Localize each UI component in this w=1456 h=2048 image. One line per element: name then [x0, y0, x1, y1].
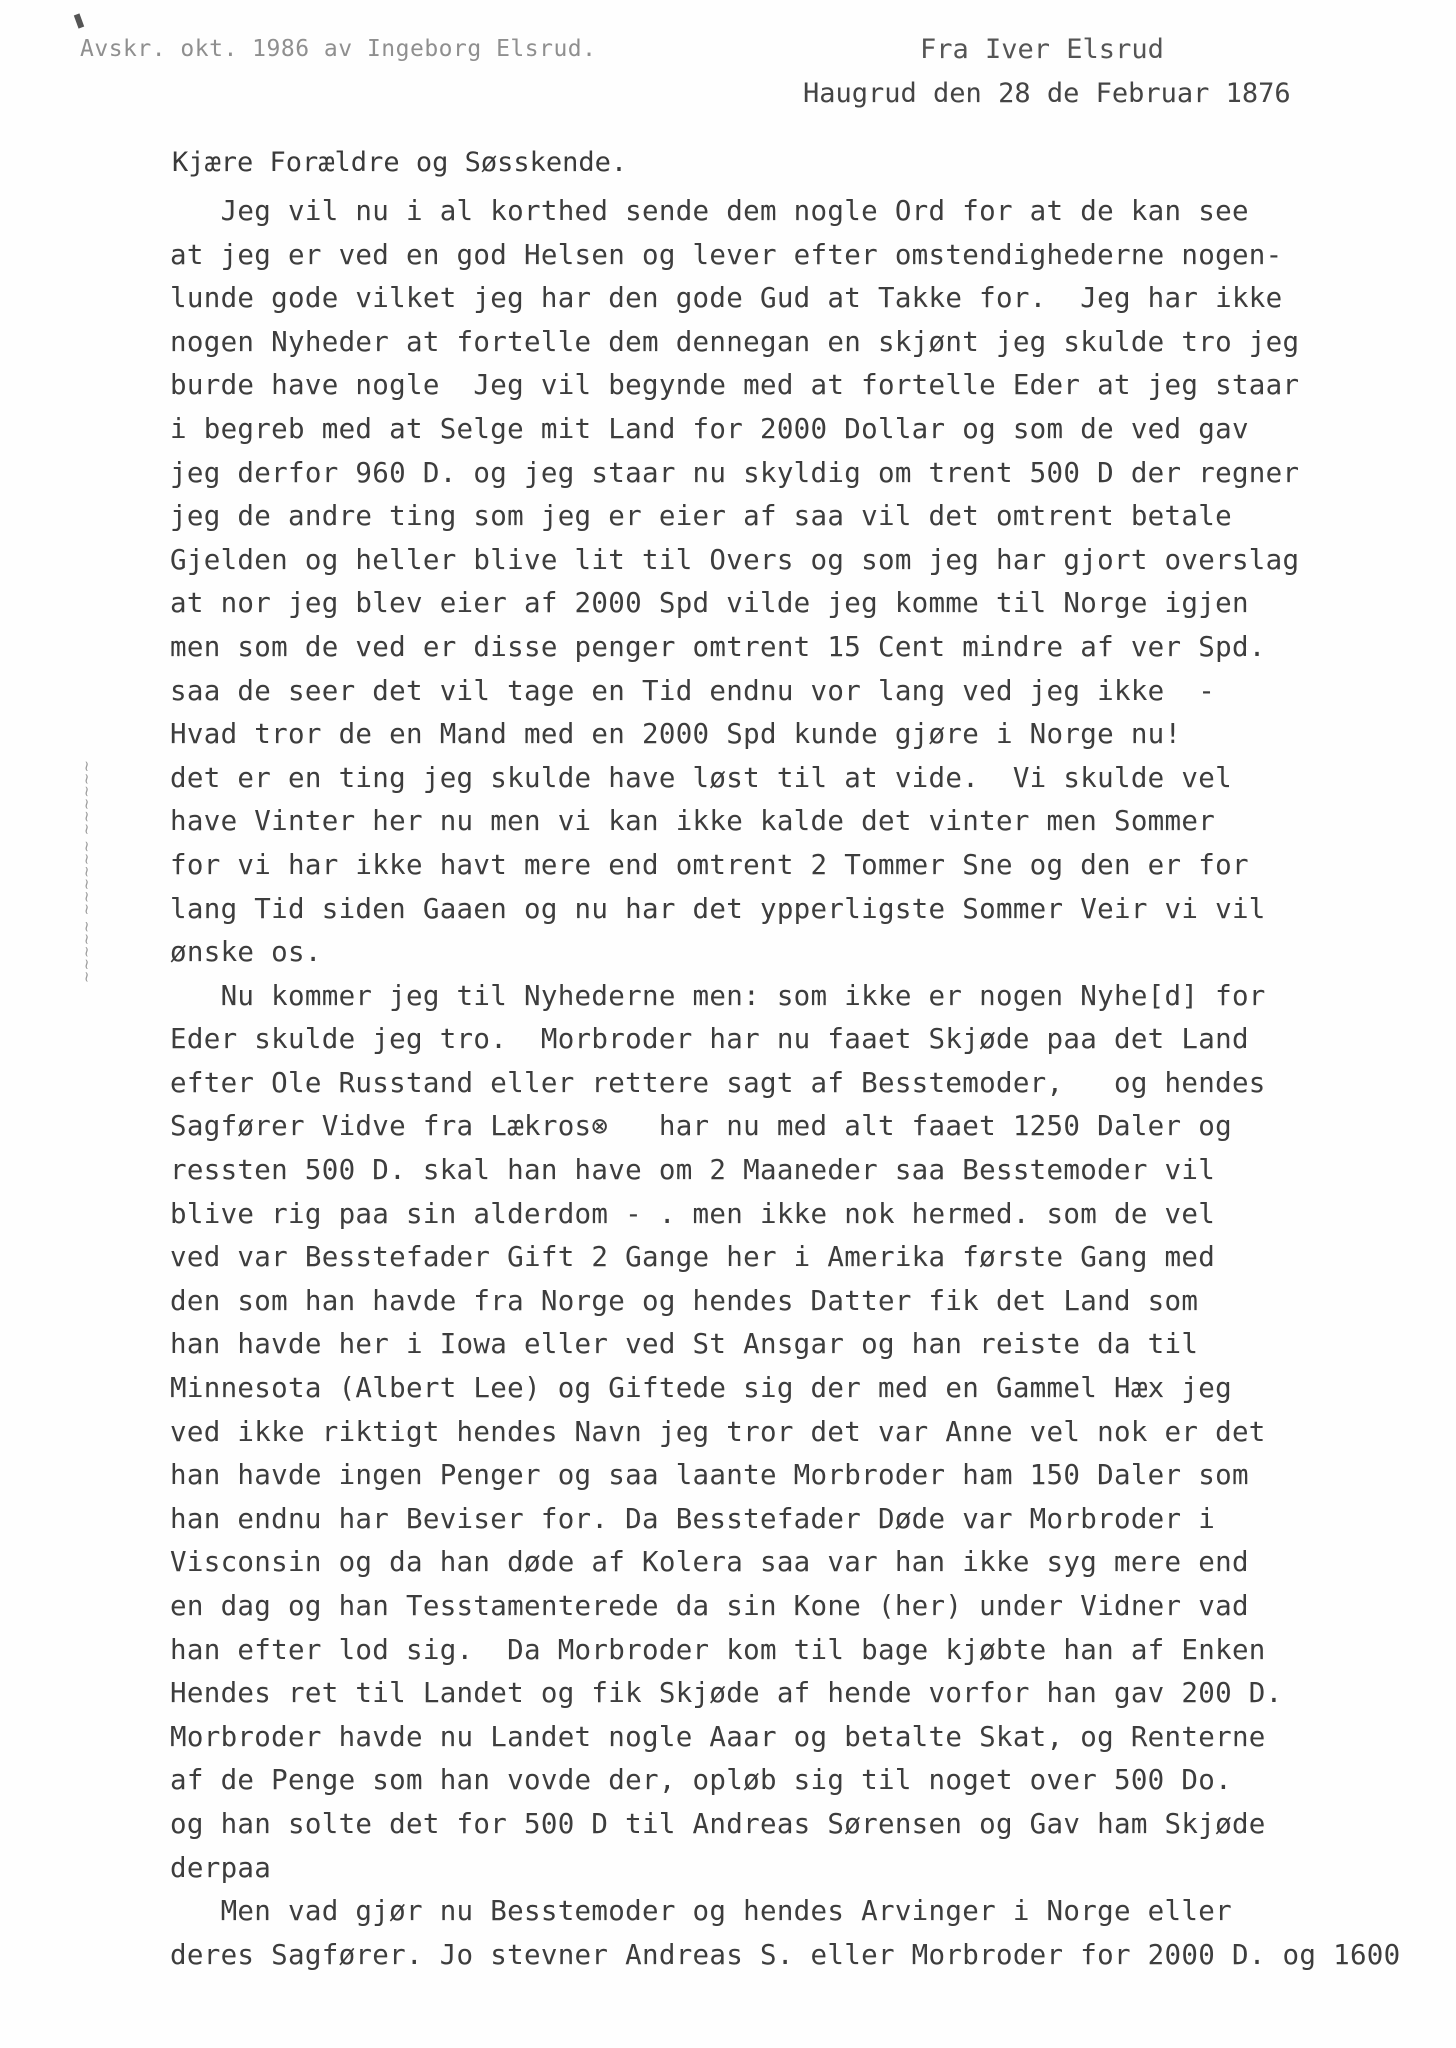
body-line: deres Sagfører. Jo stevner Andreas S. eller Morbroder for 2000 D. og 1600	[170, 1938, 1401, 1971]
body-line: efter Ole Russtand eller rettere sagt af Besstemoder, og hendes	[170, 1066, 1266, 1099]
body-line: Men vad gjør nu Besstemoder og hendes Arvinger i Norge eller	[170, 1895, 1232, 1928]
sender-line: Fra Iver Elsrud	[920, 34, 1164, 65]
body-line: Gjelden og heller blive lit til Overs og som jeg har gjort overslag	[170, 543, 1300, 576]
body-line: lunde gode vilket jeg har den gode Gud at Takke for. Jeg har ikke	[170, 282, 1283, 315]
body-line: han efter lod sig. Da Morbroder kom til bage kjøbte han af Enken	[170, 1633, 1266, 1666]
body-line: jeg de andre ting som jeg er eier af saa vil det omtrent betale	[170, 500, 1232, 533]
body-line: en dag og han Tesstamenterede da sin Kone (her) under Vidner vad	[170, 1590, 1249, 1622]
body-line: ved var Besstefader Gift 2 Gange her i Amerika første Gang med	[170, 1241, 1216, 1274]
body-line: Sagfører Vidve fra Lækros⊗ har nu med alt faaet 1250 Daler og	[170, 1110, 1232, 1143]
body-line: Hvad tror de en Mand med en 2000 Spd kunde gjøre i Norge nu!	[170, 718, 1182, 751]
letter-body	[170, 190, 1401, 1977]
body-line: saa de seer det vil tage en Tid endnu vor lang ved jeg ikke -	[170, 674, 1216, 707]
body-line: Jeg vil nu i al korthed sende dem nogle Ord for at de kan see	[170, 195, 1249, 227]
body-line: ressten 500 D. skal han have om 2 Maaneder saa Besstemoder vil	[170, 1154, 1216, 1187]
letter-greeting: Kjære Forældre og Søsskende.	[172, 147, 628, 178]
body-line: Eder skulde jeg tro. Morbroder har nu faaet Skjøde paa det Land	[170, 1023, 1249, 1056]
body-line: jeg derfor 960 D. og jeg staar nu skyldig om trent 500 D der regner	[170, 456, 1300, 489]
body-line: Morbroder havde nu Landet nogle Aaar og betalte Skat, og Renterne	[170, 1720, 1266, 1753]
body-line: han havde ingen Penger og saa laante Morbroder ham 150 Daler som	[170, 1459, 1249, 1492]
body-line: den som han havde fra Norge og hendes Datter fik det Land som	[170, 1284, 1199, 1317]
body-line: for vi har ikke havt mere end omtrent 2 Tommer Sne og den er for	[170, 848, 1249, 881]
body-line: han endnu har Beviser for. Da Besstefader Døde var Morbroder i	[170, 1502, 1216, 1535]
body-line: at nor jeg blev eier af 2000 Spd vilde jeg komme til Norge igjen	[170, 587, 1249, 620]
body-line: derpaa	[170, 1851, 272, 1884]
body-line: han havde her i Iowa eller ved St Ansgar og han reiste da til	[170, 1328, 1199, 1361]
body-line: ved ikke riktigt hendes Navn jeg tror det var Anne vel nok er det	[170, 1415, 1266, 1448]
body-line: Nu kommer jeg til Nyhederne men: som ikke er nogen Nyhe[d] for	[170, 979, 1266, 1012]
body-line: det er en ting jeg skulde have løst til at vide. Vi skulde vel	[170, 761, 1232, 794]
corner-mark	[74, 13, 84, 28]
margin-handwriting: ~~~~~~ ~~~~~~ ~~~~~	[78, 760, 96, 984]
body-line: blive rig paa sin alderdom - . men ikke nok hermed. som de vel	[170, 1197, 1216, 1230]
body-line: at jeg er ved en god Helsen og lever efter omstendighederne nogen-	[170, 238, 1283, 271]
body-line: Hendes ret til Landet og fik Skjøde af hende vorfor han gav 200 D.	[170, 1677, 1283, 1710]
body-line: af de Penge som han vovde der, opløb sig til noget over 500 Do.	[170, 1764, 1232, 1797]
transcriber-note: Avskr. okt. 1986 av Ingeborg Elsrud.	[80, 36, 597, 62]
body-line: ønske os.	[170, 936, 322, 969]
body-line: burde have nogle Jeg vil begynde med at fortelle Eder at jeg staar	[170, 369, 1300, 402]
body-line: i begreb med at Selge mit Land for 2000 Dollar og som de ved gav	[170, 412, 1249, 445]
body-line: have Vinter her nu men vi kan ikke kalde det vinter men Sommer	[170, 805, 1216, 838]
body-line: og han solte det for 500 D til Andreas Sørensen og Gav ham Skjøde	[170, 1807, 1266, 1840]
body-line: Minnesota (Albert Lee) og Giftede sig der med en Gammel Hæx jeg	[170, 1372, 1232, 1405]
body-line: men som de ved er disse penger omtrent 15 Cent mindre af ver Spd.	[170, 630, 1266, 663]
body-line: Visconsin og da han døde af Kolera saa var han ikke syg mere end	[170, 1546, 1249, 1579]
body-line: lang Tid siden Gaaen og nu har det ypperligste Sommer Veir vi vil	[170, 892, 1266, 925]
body-line: nogen Nyheder at fortelle dem dennegan en skjønt jeg skulde tro jeg	[170, 325, 1300, 358]
place-date-line: Haugrud den 28 de Februar 1876	[803, 78, 1291, 109]
